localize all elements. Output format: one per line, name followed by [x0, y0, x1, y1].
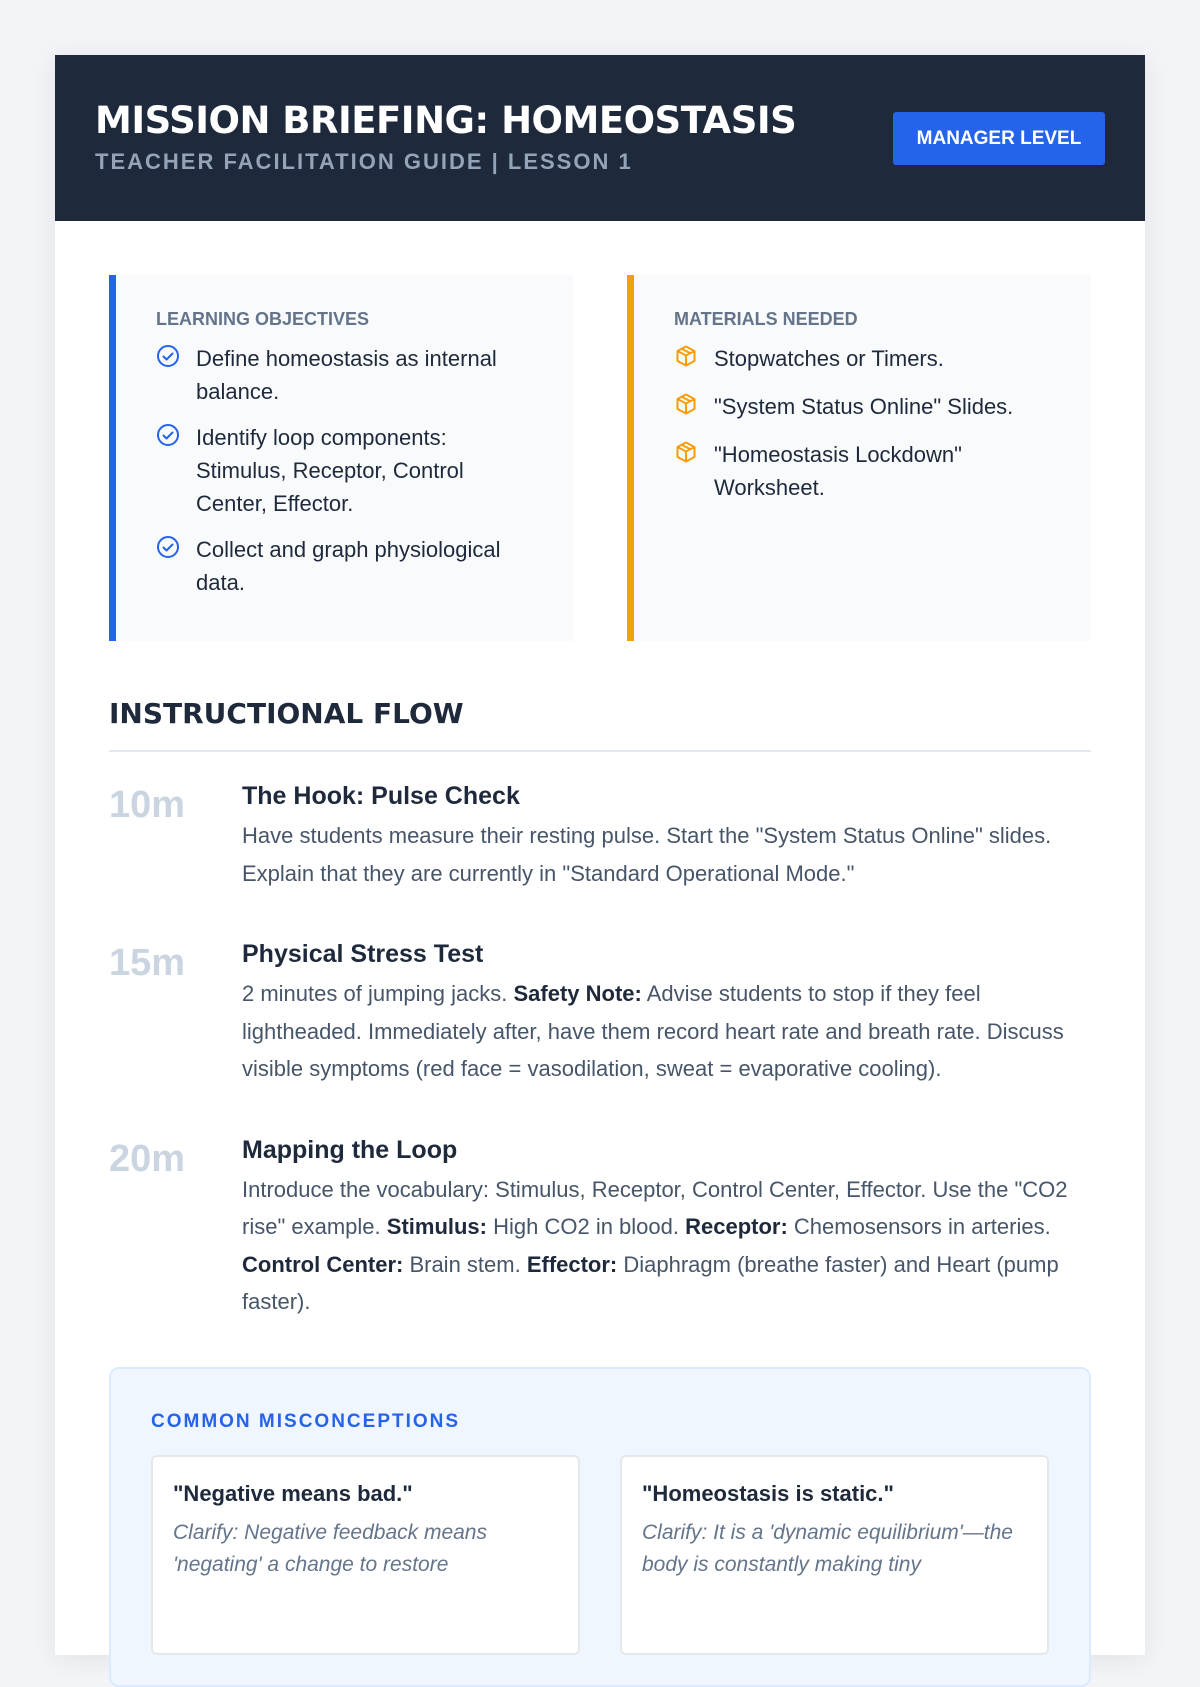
material-text: "System Status Online" Slides. [714, 394, 1014, 419]
instructional-flow-steps [109, 780, 1091, 1321]
page-body [55, 221, 1145, 1687]
objective-item [156, 421, 539, 520]
objectives-list [156, 342, 539, 599]
step-text: Introduce the vocabulary: Stimulus, Receptor, Control Center, Effector. Use the "CO2 rise" example. [242, 1176, 1068, 1239]
check-circle-icon [156, 421, 182, 520]
step-description [242, 975, 1091, 1088]
misconception-title: "Homeostasis is static." [642, 1480, 894, 1506]
objective-item [156, 533, 539, 599]
materials-list [674, 342, 1057, 504]
misconception-card [151, 1455, 580, 1655]
step-content [242, 780, 1091, 892]
step-content [242, 938, 1091, 1088]
overview-cards [109, 275, 1091, 641]
misconception-clarification: Clarify: Negative feedback means 'negating' a change to restore [173, 1520, 487, 1576]
materials-needed-card [627, 275, 1091, 641]
check-circle-icon [156, 342, 182, 408]
step-text: Diaphragm (breathe faster) and Heart (pump faster). [242, 1251, 1059, 1314]
step-text: Chemosensors in arteries. [787, 1214, 1051, 1239]
step-title: The Hook: Pulse Check [242, 782, 520, 810]
box-icon [674, 390, 700, 425]
common-misconceptions-panel [109, 1367, 1091, 1687]
stimulus-label: Stimulus: [386, 1214, 487, 1239]
page-title: MISSION BRIEFING: HOMEOSTASIS [95, 99, 797, 142]
step-content [242, 1134, 1091, 1321]
objective-item [156, 342, 539, 408]
learning-objectives-title: LEARNING OBJECTIVES [156, 309, 370, 329]
step-duration: 15m [109, 942, 186, 984]
control-center-label: Control Center: [242, 1251, 404, 1277]
misconceptions-title: COMMON MISCONCEPTIONS [151, 1410, 461, 1432]
objective-text: Collect and graph physiological data. [196, 537, 501, 595]
learning-objectives-card [109, 275, 573, 641]
step-text: High CO2 in blood. [487, 1214, 686, 1239]
misconception-card [620, 1455, 1049, 1655]
page-subtitle: TEACHER FACILITATION GUIDE | LESSON 1 [95, 149, 633, 174]
objective-text: Identify loop components: Stimulus, Receptor, Control Center, Effector. [196, 425, 464, 516]
page-header [55, 55, 1145, 221]
objective-text: Define homeostasis as internal balance. [196, 346, 497, 404]
step-text: Brain stem. [403, 1251, 527, 1277]
receptor-label: Receptor: [685, 1214, 788, 1239]
step-text: 2 minutes of jumping jacks. [242, 981, 514, 1006]
instructional-flow-title: INSTRUCTIONAL FLOW [109, 697, 1091, 752]
material-text: "Homeostasis Lockdown" Worksheet. [714, 442, 962, 500]
flow-step [109, 780, 1091, 892]
material-item [674, 438, 1057, 504]
briefing-page [55, 55, 1145, 1655]
step-duration: 10m [109, 784, 186, 826]
flow-step [109, 1134, 1091, 1321]
material-item [674, 390, 1057, 425]
step-duration: 20m [109, 1137, 186, 1180]
step-text: Advise students to stop if they feel lightheaded. Immediately after, have them record heart rate and breath rate. Discuss visible symptoms (red face = vasodilation, sweat = evaporative cooling). [242, 981, 1064, 1081]
misconception-clarification: Clarify: It is a 'dynamic equilibrium'—the body is constantly making tiny [642, 1520, 1013, 1576]
manager-level-badge: MANAGER LEVEL [893, 112, 1105, 165]
step-title: Physical Stress Test [242, 940, 484, 968]
box-icon [674, 438, 700, 504]
safety-note-label: Safety Note: [513, 981, 642, 1006]
material-text: Stopwatches or Timers. [714, 346, 944, 371]
check-circle-icon [156, 533, 182, 599]
box-icon [674, 342, 700, 377]
effector-label: Effector: [526, 1251, 618, 1277]
step-title: Mapping the Loop [242, 1135, 458, 1164]
step-description: Have students measure their resting pulse. Start the "System Status Online" slides. Explain that they are currently in "Standard Operational Mode." [242, 823, 1052, 886]
misconception-title: "Negative means bad." [173, 1480, 413, 1506]
misconception-cards [151, 1455, 1049, 1655]
step-description [242, 1171, 1091, 1321]
material-item [674, 342, 1057, 377]
flow-step [109, 938, 1091, 1088]
materials-needed-title: MATERIALS NEEDED [674, 309, 858, 329]
